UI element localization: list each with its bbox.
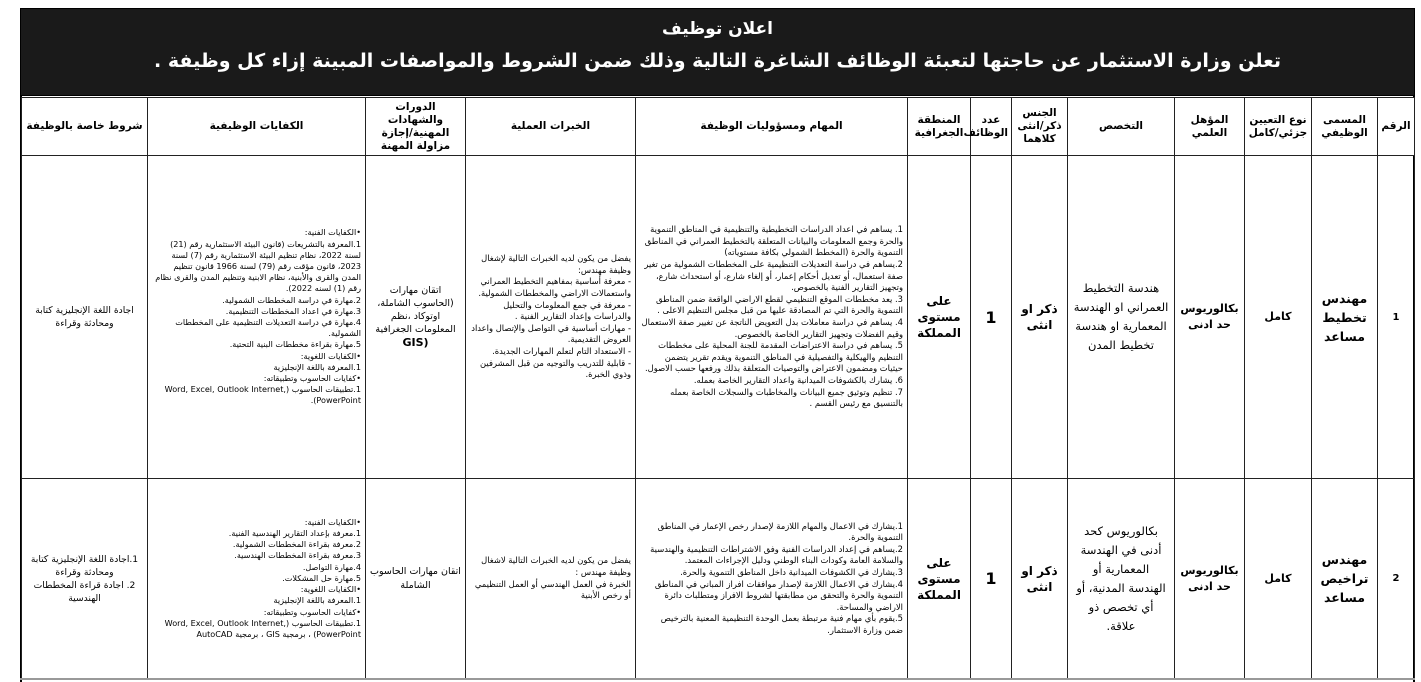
duties: 1.يشارك في الاعمال والمهام اللازمة لإصدار رخص الإعمار في المناطق التنموية والحرة. 2.يساهم في إعداد الدراسات الفنية وفق الاشتراطات التنظيمية والهندسية والسلامة العامة وكودات البناء الوطني ودليل الإجراءات المعتمد. 3.يشارك في الكشوفات الميدانية داخل المناطق التنموية والحرة. 4.يشارك في الاعمال اللازمة لإصدار موافقات افراز المباني في المناطق التنموية والحرة والتحقق من مطابقتها لشروط الافراز ومتطلبات دائرة الاراضي والمساحة. 5.يقوم بأي مهام فنية مرتبطة بعمل الوحدة التنظيمية المعنية بالترخيص ضمن وزارة الاستثمار. — [636, 479, 908, 679]
gender: ذكر او انثى — [1012, 156, 1068, 479]
courses — [366, 479, 466, 679]
col-header-special: شروط خاصة بالوظيفة — [22, 98, 148, 156]
special-conditions: اجادة اللغة الإنجليزية كتابة ومحادثة وقراءة — [22, 156, 148, 479]
employment-type: كامل — [1245, 156, 1312, 479]
row-num: 2 — [1378, 479, 1415, 679]
col-header-region: المنطقة الجغرافية — [908, 98, 971, 156]
table-row — [22, 479, 1415, 679]
vacancy-count: 1 — [971, 156, 1012, 479]
col-header-courses: الدورات والشهادات المهنية/إجازة مزاولة المهنة — [366, 98, 466, 156]
col-header-gender: الجنس ذكر/انثى كلاهما — [1012, 98, 1068, 156]
col-header-qualification: المؤهل العلمي — [1175, 98, 1245, 156]
specialization: هندسة التخطيط العمراني او الهندسة المعمارية او هندسة تخطيط المدن — [1068, 156, 1175, 479]
col-header-competencies: الكفايات الوظيفية — [148, 98, 366, 156]
courses — [366, 156, 466, 479]
qualification: بكالوريوس حد ادنى — [1175, 156, 1245, 479]
employment-type: كامل — [1245, 479, 1312, 679]
job-title: مهندس تخطيط مساعد — [1312, 156, 1378, 479]
announcement-header — [20, 8, 1415, 96]
duties: 1. يساهم في اعداد الدراسات التخطيطية والتنظيمية في المناطق التنموية والحرة وجمع المعلومات والبيانات المتعلقة بالتخطيط العمراني في المناطق التنموية والحرة (المخطط الشمولي بكافة مستوياته) 2.يساهم في دراسة التعديلات التنظيمية على المخططات الشمولية من تغير صفة استعمال، أو تعديل أحكام إعمار، أو إلغاء شارع، أو استحداث شارع، وتجهيز التقارير الفنية بالخصوص. 3. يعد مخططات الموقع التنظيمي لقطع الاراضي الواقعة ضمن المناطق التنموية والحرة التي تم المصادقة عليها من قبل مجلس التنظيم الاعلى . 4. يساهم في دراسة معاملات بدل التعويض الناتجة عن تغيير صفة الاستعمال وقيم الفضلات وتجهيز التقارير الخاصة بالخصوص. 5. يساهم في دراسة الاعتراضات المقدمة للجنة المحلية على مخططات التنظيم والهيكلية والتفصيلية في المناطق التنموية ويقدم تقرير يتضمن حيثيات ومضمون الاعتراض والتوصيات المتعلقة بذلك ورفعها حسب الاصول. 6. يشارك بالكشوفات الميدانية واعداد التقارير الخاصة بعمله. 7. تنظيم وتوثيق جميع البيانات والمخاطبات والسجلات الخاصة بعمله بالتنسيق مع رئيس القسم . — [636, 156, 908, 479]
bottom-edge — [20, 678, 1415, 680]
job-title: مهندس تراخيص مساعد — [1312, 479, 1378, 679]
region: على مستوى المملكة — [908, 479, 971, 679]
vacancy-count: 1 — [971, 479, 1012, 679]
page-title: اعلان توظيف — [661, 19, 773, 39]
col-header-duties: المهام ومسؤوليات الوظيفة — [636, 98, 908, 156]
row-num: 1 — [1378, 156, 1415, 479]
courses-text: اتقان مهارات (الحاسوب الشاملة، اوتوكاد ،نظم المعلومات الجغرافية — [375, 285, 456, 335]
courses-gis: (GIS — [402, 336, 429, 349]
col-header-type: نوع التعيين جزئي/كامل — [1245, 98, 1312, 156]
table-header-row — [22, 98, 1415, 156]
experience: يفضل من يكون لديه الخبرات التالية لإشغال وظيفة مهندس: - معرفة أساسية بمفاهيم التخطيط العمراني واستعمالات الاراضي والمخططات الشمولية. - معرفة في جمع المعلومات والتحليل والدراسات وإعداد التقارير الفنية . - مهارات أساسية في التواصل والإتصال واعداد العروض التقديمية. - الاستعداد التام لتعلم المهارات الجديدة. - قابلية للتدريب والتوجيه من قبل المشرفين وذوي الخبرة. — [466, 156, 636, 479]
table-row — [22, 156, 1415, 479]
courses-text: اتقان مهارات الحاسوب الشاملة — [370, 566, 461, 591]
region: على مستوى المملكة — [908, 156, 971, 479]
experience: يفضل من يكون لديه الخبرات التالية لاشغال وظيفة مهندس : الخبرة في العمل الهندسي أو العمل التنظيمي أو رخص الأبنية — [466, 479, 636, 679]
col-header-experience: الخبرات العملية — [466, 98, 636, 156]
col-header-count: عدد الوظائف — [971, 98, 1012, 156]
col-header-num: الرقم — [1378, 98, 1415, 156]
col-header-title: المسمى الوظيفي — [1312, 98, 1378, 156]
top-strip — [0, 0, 1421, 8]
qualification: بكالوريوس حد ادنى — [1175, 479, 1245, 679]
page-subtitle: تعلن وزارة الاستثمار عن حاجتها لتعبئة الوظائف الشاغرة التالية وذلك ضمن الشروط والمواصفات المبينة إزاء كل وظيفة . — [154, 50, 1281, 72]
col-header-specialization: التخصص — [1068, 98, 1175, 156]
competencies: •الكفايات الفنية: 1.معرفة بإعداد التقارير الهندسية الفنية. 2.معرفة بقراءة المخططات الشمولية. 3.معرفة بقراءة المخططات الهندسية. 4.مهارة التواصل. 5.مهارة حل المشكلات. •الكفايات اللغوية: 1.المعرفة باللغة الإنجليزية •كفايات الحاسوب وتطبيقاته: 1.تطبيقات الحاسوب (Word, Excel, Outlook Internet, PowerPoint) ، برمجية GIS ، برمجية AutoCAD — [148, 479, 366, 679]
competencies: •الكفايات الفنية: 1.المعرفة بالتشريعات (قانون البيئة الاستثمارية رقم (21) لسنة 2022، نظام تنظيم البيئة الاستثمارية رقم (7) لسنة 2023، قانون مؤقت رقم (79) لسنة 1966 قانون تنظيم المدن والقرى والأبنية، نظام الابنية وتنظيم المدن والقرى نظام رقم (1) لسنه 2022). 2.مهارة في دراسة المخططات الشمولية. 3.مهارة في اعداد المخططات التنظيمية. 4.مهارة في دراسة التعديلات التنظيمية على المخططات الشمولية. 5.مهارة بقراءة مخططات البنية التحتية. •الكفايات اللغوية: 1.المعرفة باللغة الإنجليزية •كفايات الحاسوب وتطبيقاته: 1.تطبيقات الحاسوب (Word, Excel, Outlook Internet, PowerPoint). — [148, 156, 366, 479]
jobs-table — [21, 97, 1415, 679]
specialization: بكالوريوس كحد أدنى في الهندسة المعمارية أو الهندسة المدنية، أو أي تخصص ذو علاقة. — [1068, 479, 1175, 679]
gender: ذكر او انثى — [1012, 479, 1068, 679]
special-conditions: 1.اجادة اللغة الإنجليزية كتابة ومحادثة وقراءة 2. اجادة قراءة المخططات الهندسية — [22, 479, 148, 679]
